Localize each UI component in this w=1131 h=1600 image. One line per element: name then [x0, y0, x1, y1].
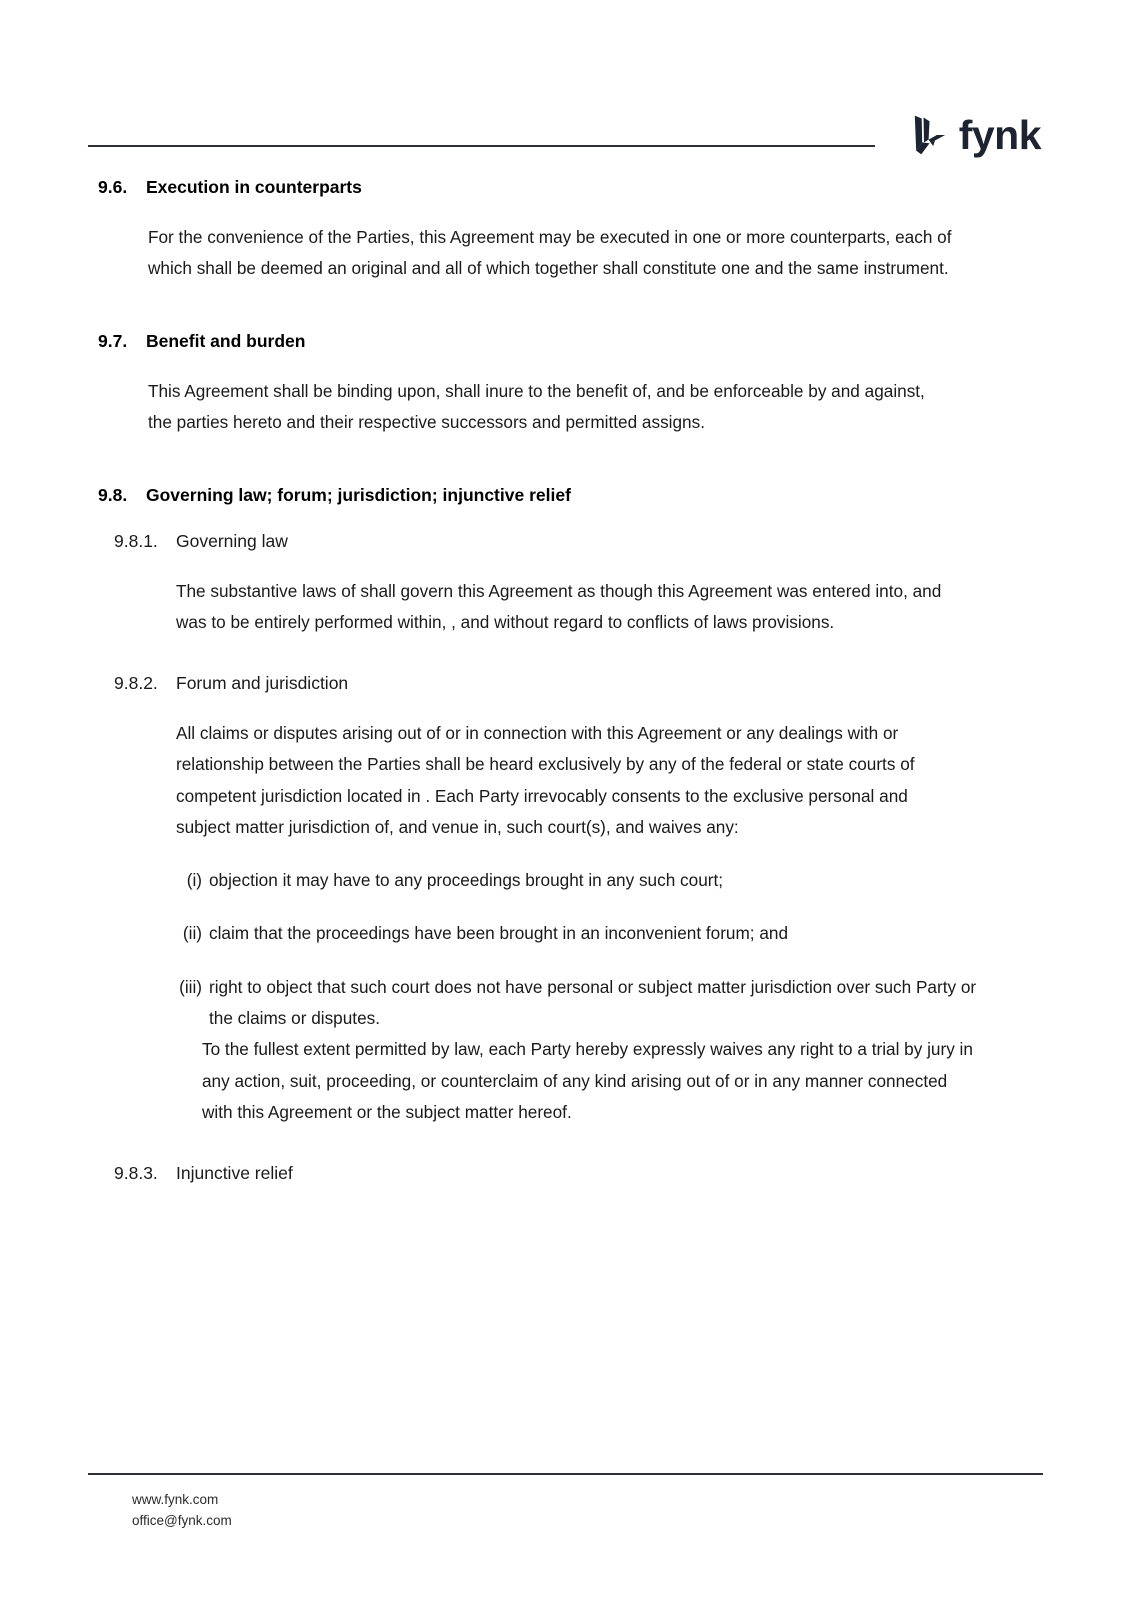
section-number: 9.8. — [98, 485, 128, 506]
jury-waiver-paragraph: To the fullest extent permitted by law, each Party hereby expressly waives any right to a trial by jury in any action, suit, proceeding, or counterclaim of any kind arising out of or in any manner connected with this Agreement or the subject matter hereof. — [202, 1039, 973, 1122]
document-body — [98, 176, 1028, 1186]
origami-bird-icon — [901, 112, 947, 158]
subsection-heading-9-8-3 — [98, 1162, 1028, 1186]
header-divider — [88, 145, 875, 147]
subsection-paragraph-9-8-1: The substantive laws of shall govern this Agreement as though this Agreement was entered into, and was to be entirely performed within, , and without regard to conflicts of laws provisions. — [176, 580, 942, 632]
list-marker: (ii) — [182, 923, 202, 944]
section-heading-9-6 — [98, 176, 1028, 200]
footer-divider — [88, 1473, 1043, 1475]
subsection-title: Forum and jurisdiction — [176, 673, 349, 694]
subsection-heading-9-8-1 — [98, 530, 1028, 554]
list-marker: (i) — [186, 870, 202, 891]
list-item — [98, 972, 978, 1035]
subsection-number: 9.8.3. — [114, 1163, 158, 1184]
brand-logo — [901, 112, 1043, 158]
subsection-title: Governing law — [176, 531, 288, 552]
list-item-text: claim that the proceedings have been brought in an inconvenient forum; and — [209, 923, 789, 944]
footer-contact — [88, 1489, 1043, 1532]
list-item-text: objection it may have to any proceedings brought in any such court; — [209, 870, 724, 891]
brand-name: fynk — [958, 111, 1041, 158]
section-paragraph-9-6: For the convenience of the Parties, this Agreement may be executed in one or more counterparts, each of which shall be deemed an original and all of which together shall constitute one and the same instrument. — [148, 226, 952, 278]
section-title: Execution in counterparts — [146, 177, 362, 197]
list-marker: (iii) — [179, 976, 202, 997]
section-heading-9-8 — [98, 484, 1028, 508]
list-item — [98, 865, 958, 896]
section-number: 9.6. — [98, 177, 128, 197]
section-title: Governing law; forum; jurisdiction; injunctive relief — [146, 485, 571, 506]
page-footer — [88, 1473, 1043, 1532]
footer-email[interactable]: office@fynk.com — [132, 1513, 232, 1529]
section-title: Benefit and burden — [146, 331, 306, 352]
subsection-number: 9.8.1. — [114, 531, 158, 552]
subsection-paragraph-9-8-2: All claims or disputes arising out of or in connection with this Agreement or any dealings with or relationship between the Parties shall be heard exclusively by any of the federal or state courts of competent jurisdiction located in . Each Party irrevocably consents to the exclusive personal and subject matter jurisdiction of, and venue in, such court(s), and waives any: — [176, 722, 915, 837]
list-item-text: right to object that such court does not have personal or subject matter jurisdiction over such Party or the claims or disputes. — [209, 976, 977, 1028]
list-item — [98, 918, 958, 949]
subsection-title: Injunctive relief — [176, 1163, 293, 1184]
section-paragraph-9-7: This Agreement shall be binding upon, shall inure to the benefit of, and be enforceable by and against, the parties hereto and their respective successors and permitted assigns. — [148, 380, 925, 433]
subsection-number: 9.8.2. — [114, 673, 158, 694]
section-number: 9.7. — [98, 331, 128, 352]
section-heading-9-7 — [98, 330, 1028, 354]
page-header — [88, 104, 1043, 166]
subsection-heading-9-8-2 — [98, 672, 1028, 696]
footer-website[interactable]: www.fynk.com — [132, 1491, 219, 1507]
